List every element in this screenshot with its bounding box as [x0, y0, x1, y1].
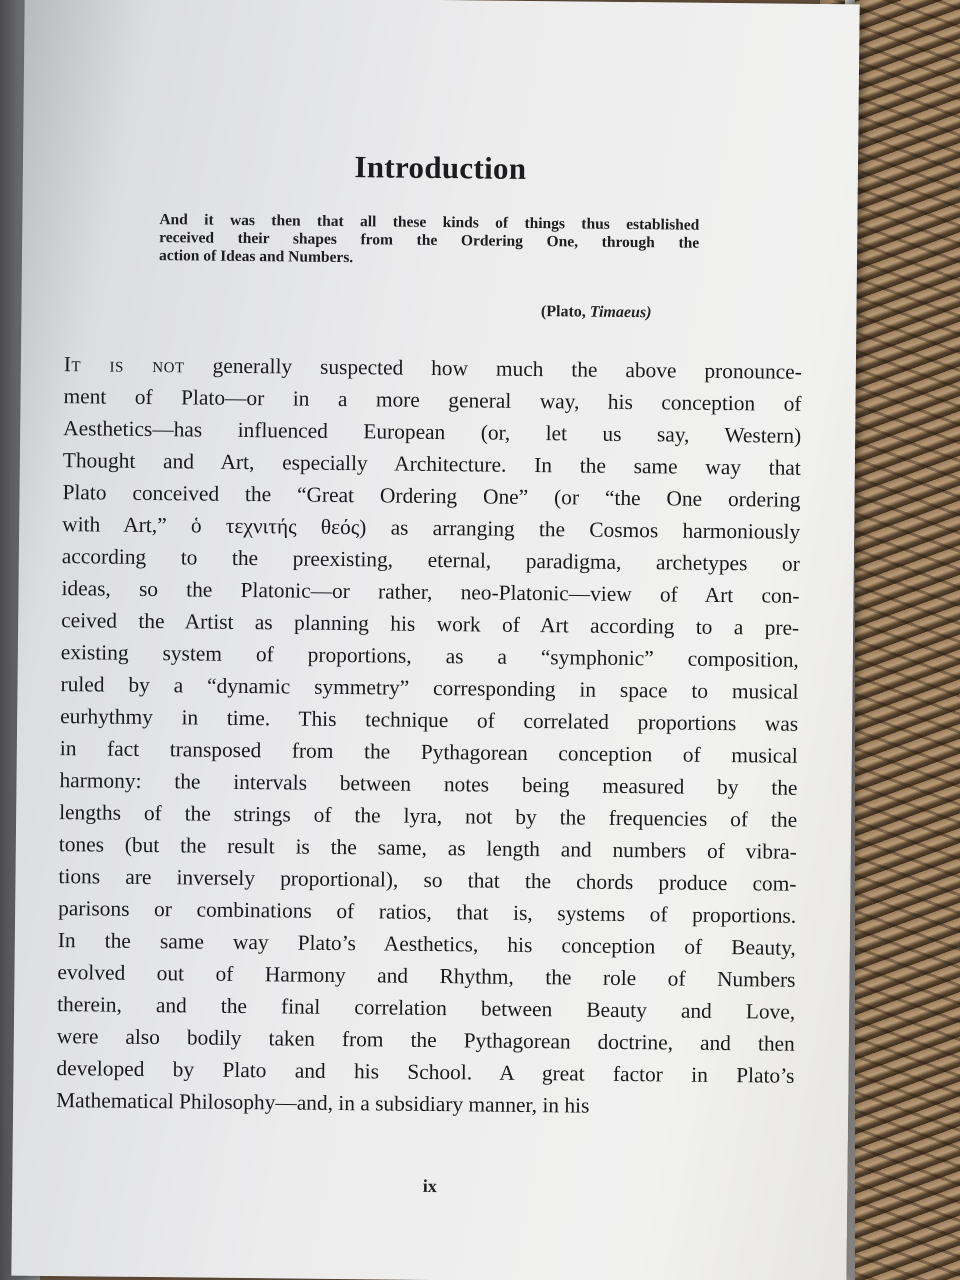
body-line: according to the preexisting, eternal, paradigma, archetypes or	[61, 544, 800, 576]
body-line: ruled by a “dynamic symmetry” corresponding in space to musical	[60, 672, 799, 704]
body-line: lengths of the strings of the lyra, not by the frequencies of the	[59, 800, 798, 832]
page-number: ix	[422, 1175, 437, 1197]
body-paragraph	[56, 348, 802, 1124]
body-line: ment of Plato—or in a more general way, his conception of	[63, 384, 802, 416]
epigraph-line: And it was then that all these kinds of things thus established	[159, 211, 700, 234]
body-line: therein, and the final correlation between Beauty and Love,	[57, 992, 796, 1024]
body-line: existing system of proportions, as a “symphonic” composition,	[60, 640, 799, 672]
body-line: evolved out of Harmony and Rhythm, the role of Numbers	[57, 960, 796, 992]
page-title: Introduction	[354, 149, 527, 186]
body-line: parisons or combinations of ratios, that is, systems of proportions.	[58, 896, 797, 928]
citation-work: Timaeus)	[589, 303, 652, 322]
body-line: developed by Plato and his School. A great factor in Plato’s	[56, 1056, 795, 1088]
citation-author: (Plato,	[540, 303, 586, 321]
body-line: eurhythmy in time. This technique of correlated proportions was	[60, 704, 799, 736]
body-line: Aesthetics—has influenced European (or, let us say, Western)	[63, 416, 802, 448]
body-line: harmony: the intervals between notes being measured by the	[59, 768, 798, 800]
opening-smallcaps: It is not	[63, 352, 185, 378]
body-line: ideas, so the Platonic—or rather, neo-Platonic—view of Art con-	[61, 576, 800, 608]
body-line: ceived the Artist as planning his work of Art according to a pre-	[61, 608, 800, 640]
body-line: Plato conceived the “Great Ordering One” (or “the One ordering	[62, 480, 801, 512]
body-line: Mathematical Philosophy—and, in a subsidiary manner, in his	[56, 1088, 590, 1118]
body-line: were also bodily taken from the Pythagorean doctrine, and then	[56, 1024, 795, 1056]
body-line: tones (but the result is the same, as length and numbers of vibra-	[58, 832, 797, 864]
body-line: In the same way Plato’s Aesthetics, his conception of Beauty,	[57, 928, 796, 960]
body-line: Thought and Art, especially Architecture. In the same way that	[62, 448, 801, 480]
body-line-text: generally suspected how much the above pronounce-	[184, 353, 802, 384]
epigraph-line: received their shapes from the Ordering One, through the	[159, 229, 700, 252]
body-line: with Art,” ὁ τεχνιτής θεός) as arranging the Cosmos harmoniously	[62, 512, 801, 544]
body-line: tions are inversely proportional), so that the chords produce com-	[58, 864, 797, 896]
epigraph-citation	[541, 303, 652, 322]
epigraph	[159, 211, 700, 271]
book-page	[11, 0, 859, 1280]
epigraph-line: action of Ideas and Numbers.	[158, 247, 354, 267]
body-line: in fact transposed from the Pythagorean conception of musical	[59, 736, 798, 768]
